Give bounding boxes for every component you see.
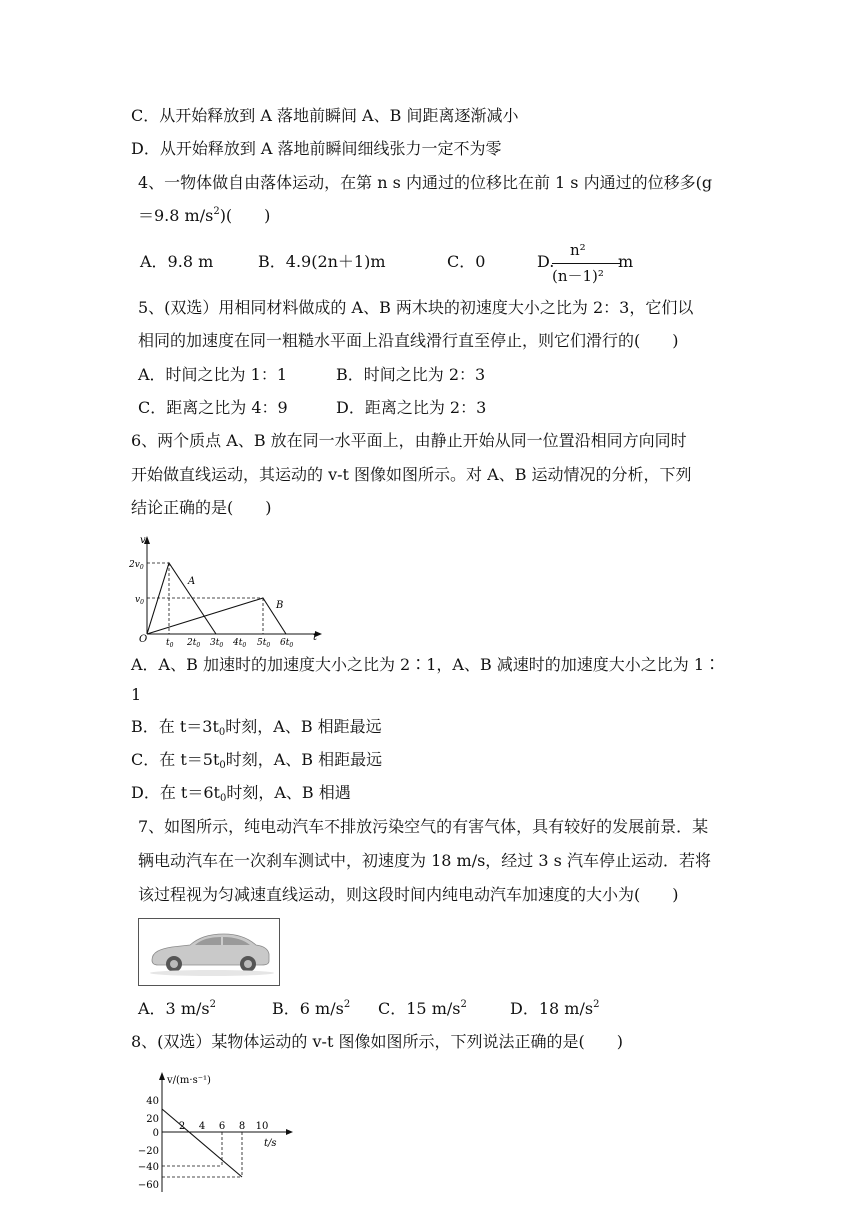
q6-stem-line3: 结论正确的是( ) xyxy=(131,498,272,517)
q5-option-b: B．时间之比为 2：3 xyxy=(336,365,486,384)
t-axis-label: t xyxy=(313,632,318,643)
q4-option-d-fraction xyxy=(552,241,622,287)
q6-option-a-line2: 1 xyxy=(131,685,142,704)
x-tick-5t0: $5t_0$ xyxy=(257,638,271,649)
v-axis-label: v xyxy=(140,535,146,546)
x-tick-labels xyxy=(179,1121,269,1132)
q7-option-b: B．6 $m/s^2$ xyxy=(272,999,351,1018)
x-tick: 4 xyxy=(198,1121,206,1132)
q4-option-a: A．9.8 m xyxy=(140,252,214,271)
q6-stem-line1: 6、两个质点 A、B 放在同一水平面上，由静止开始从同一位置沿相同方向同时 xyxy=(131,431,687,450)
q5-option-c: C．距离之比为 4：9 xyxy=(138,398,288,417)
q4-stem-line2: ＝9.8 $m/s^2$)( ) xyxy=(138,206,271,225)
y-tick: −40 xyxy=(137,1162,159,1173)
x-tick: 8 xyxy=(238,1121,246,1132)
car-image xyxy=(138,918,280,986)
x-tick-3t0: $3t_0$ xyxy=(210,638,224,649)
x-tick: 10 xyxy=(255,1121,269,1132)
q7-stem-line2: 辆电动汽车在一次刹车测试中，初速度为 18 m/s，经过 3 s 汽车停止运动．若将 xyxy=(138,851,711,870)
origin-label: O xyxy=(139,634,148,645)
q4-stem-line1: 4、一物体做自由落体运动，在第 n s 内通过的位移比在前 1 s 内通过的位移多(g xyxy=(138,173,713,192)
q4-option-c: C．0 xyxy=(447,252,486,271)
x-tick: 6 xyxy=(218,1121,226,1132)
y-tick: 0 xyxy=(152,1128,159,1139)
q6-option-d: D．在 $t=6t_0$时刻，A、B 相遇 xyxy=(131,783,351,804)
v-axis-arrow-icon xyxy=(159,1072,165,1080)
y-tick: −60 xyxy=(137,1180,159,1191)
q7-stem-line1: 7、如图所示，纯电动汽车不排放污染空气的有害气体，具有较好的发展前景．某 xyxy=(138,817,709,836)
fraction-bar xyxy=(552,263,620,264)
y-tick-labels xyxy=(138,1096,159,1191)
q8-vt-graph xyxy=(137,1070,300,1194)
q6-stem-line2: 开始做直线运动，其运动的 v-t 图像如图所示。对 A、B 运动情况的分析，下列 xyxy=(131,465,692,484)
q5-option-d: D．距离之比为 2：3 xyxy=(336,398,487,417)
x-tick-4t0: $4t_0$ xyxy=(233,638,247,649)
fraction-denominator: (n－1)² xyxy=(552,267,604,285)
y-tick: −20 xyxy=(137,1146,159,1157)
q8-stem: 8、(双选）某物体运动的 v-t 图像如图所示，下列说法正确的是( ) xyxy=(131,1032,623,1051)
q6-vt-graph xyxy=(125,532,325,649)
q5-option-a: A．时间之比为 1：1 xyxy=(138,365,288,384)
q4-option-d-label: D. xyxy=(537,252,555,271)
q7-stem-line3: 该过程视为匀减速直线运动，则这段时间内纯电动汽车加速度的大小为( ) xyxy=(138,885,679,904)
q4-option-b: B．4.9(2n＋1)m xyxy=(258,252,386,271)
q4-option-d-unit: m xyxy=(618,252,634,271)
q6-option-c: C．在 $t=5t_0$时刻，A、B 相距最远 xyxy=(131,750,383,771)
q6-option-a-line1: A．A、B 加速时的加速度大小之比为 2∶1，A、B 减速时的加速度大小之比为 1∶ xyxy=(131,655,721,674)
line-b xyxy=(147,598,286,634)
x-tick-labels xyxy=(166,638,293,649)
t-axis-arrow-icon xyxy=(286,1129,293,1135)
x-tick: 2 xyxy=(178,1121,186,1132)
q5-stem-line2: 相同的加速度在同一粗糙水平面上沿直线滑行直至停止，则它们滑行的( ) xyxy=(138,331,679,350)
x-tick-2t0: $2t_0$ xyxy=(187,638,201,649)
motion-line xyxy=(162,1109,242,1177)
label-b: B xyxy=(276,600,284,611)
fraction-numerator: n² xyxy=(570,241,586,259)
v-axis-label: v/(m·s⁻¹) xyxy=(167,1075,211,1086)
y-tick: 20 xyxy=(146,1114,159,1125)
x-tick-t0: $t_0$ xyxy=(166,638,174,649)
q7-option-d: D．18 $m/s^2$ xyxy=(510,999,600,1018)
y-tick-v0: $v_0$ xyxy=(135,595,144,606)
label-a: A xyxy=(188,576,196,587)
t-axis-label: t/s xyxy=(264,1138,277,1149)
q7-option-c: C．15 $m/s^2$ xyxy=(378,999,467,1018)
x-tick-6t0: $6t_0$ xyxy=(280,638,294,649)
q7-option-a: A．3 $m/s^2$ xyxy=(138,999,216,1018)
q3-option-c: C．从开始释放到 A 落地前瞬间 A、B 间距离逐渐减小 xyxy=(131,106,519,125)
q6-option-b: B．在 $t=3t_0$时刻，A、B 相距最远 xyxy=(131,717,382,738)
q3-option-d: D．从开始释放到 A 落地前瞬间细线张力一定不为零 xyxy=(131,139,502,158)
q5-stem-line1: 5、(双选）用相同材料做成的 A、B 两木块的初速度大小之比为 2：3，它们以 xyxy=(138,298,694,317)
y-tick: 40 xyxy=(146,1096,159,1107)
y-tick-2v0: $2v_0$ xyxy=(129,560,144,571)
